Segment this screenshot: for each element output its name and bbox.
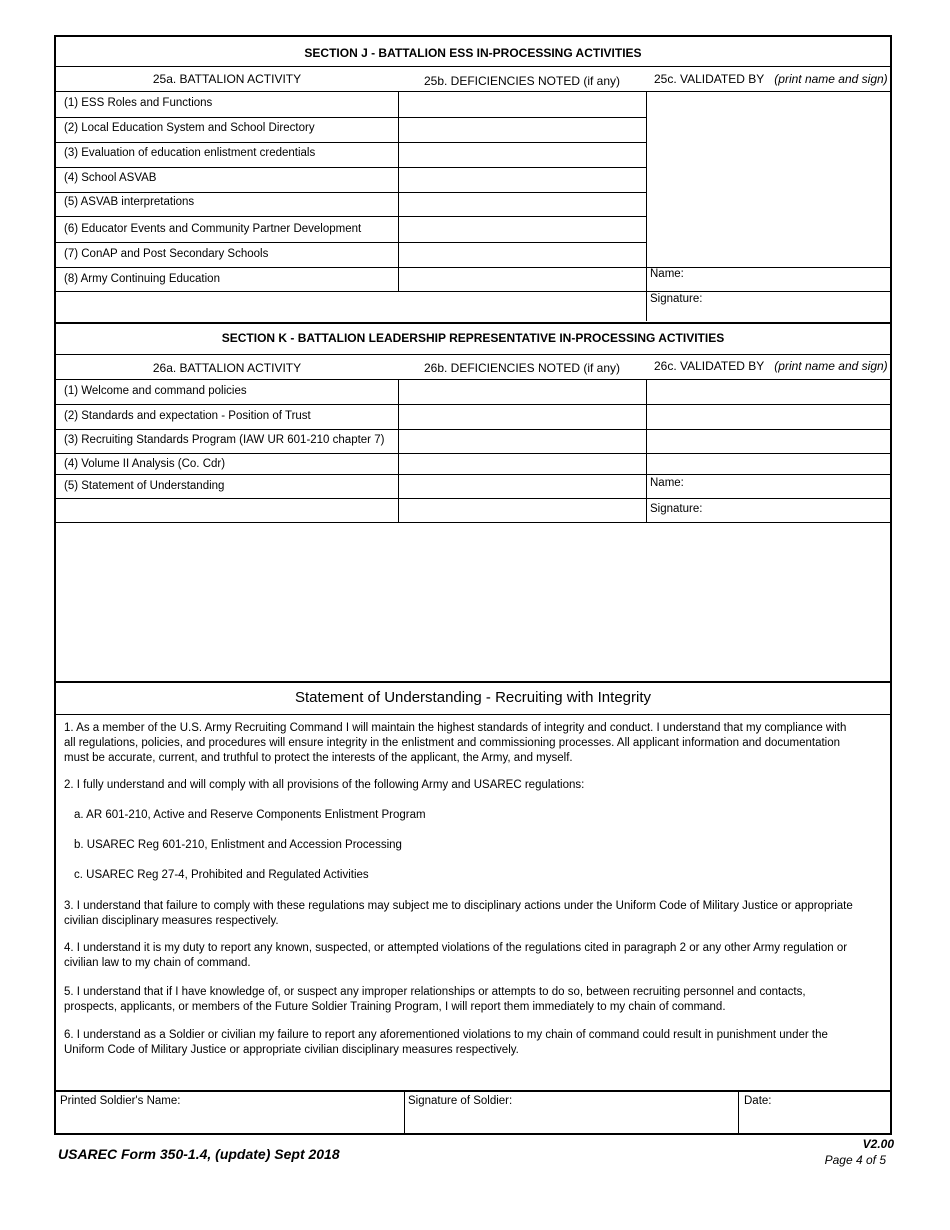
statement-paragraph-2a: a. AR 601-210, Active and Reserve Components Enlistment Program	[74, 809, 426, 821]
divider	[56, 498, 892, 499]
statement-paragraph-2c: c. USAREC Reg 27-4, Prohibited and Regulated Activities	[74, 869, 369, 881]
section-j-activity-7: (7) ConAP and Post Secondary Schools	[64, 248, 269, 260]
divider	[56, 681, 892, 683]
statement-title: Statement of Understanding - Recruiting with Integrity	[294, 689, 651, 706]
statement-paragraph-1: 1. As a member of the U.S. Army Recruiting Command I will maintain the highest standards of integrity and conduct. I understand that my compliance with all regulations, policies, and procedures will ensure integrity in the enlistment and commissioning processes. All applicant information and documentation must be accurate, current, and truthful to protect the interests of the applicant, the Army, and myself.	[64, 722, 847, 764]
divider	[56, 216, 646, 217]
section-k-name-label: Name:	[650, 477, 684, 489]
section-j-col-validated-note: (print name and sign)	[774, 72, 888, 86]
section-k-signature-label: Signature:	[650, 503, 703, 515]
section-j-title: SECTION J - BATTALION ESS IN-PROCESSING ACTIVITIES	[304, 46, 642, 60]
section-j-col-validated	[648, 72, 892, 86]
section-j-activity-5: (5) ASVAB interpretations	[64, 196, 195, 208]
divider	[56, 522, 892, 523]
section-j-col-activity: 25a. BATTALION ACTIVITY	[152, 72, 302, 86]
divider	[56, 267, 892, 268]
statement-paragraph-2: 2. I fully understand and will comply with all provisions of the following Army and USAREC regulations:	[64, 779, 585, 791]
divider	[56, 453, 892, 454]
divider	[56, 474, 892, 475]
statement-paragraph-5: 5. I understand that if I have knowledge of, or suspect any improper relationships or attempts to do so, between recruiting personnel and contacts, prospects, applicants, or members of the Future Soldier Training Program, I will report them immediately to my chain of command.	[64, 986, 806, 1013]
divider	[404, 1090, 405, 1135]
divider	[56, 117, 646, 118]
page-number: Page 4 of 5	[824, 1153, 886, 1167]
section-j-activity-2: (2) Local Education System and School Directory	[64, 122, 315, 134]
divider	[646, 91, 647, 321]
divider	[56, 429, 892, 430]
section-k-col-validated-note: (print name and sign)	[774, 359, 888, 373]
divider	[56, 91, 892, 92]
section-j-signature-label: Signature:	[650, 293, 703, 305]
date-field[interactable]: Date:	[744, 1095, 772, 1107]
divider	[56, 322, 892, 324]
section-k-col-validated-label: 26c. VALIDATED BY	[654, 359, 765, 373]
section-k-activity-5: (5) Statement of Understanding	[64, 480, 225, 492]
divider	[56, 142, 646, 143]
section-k-activity-4: (4) Volume II Analysis (Co. Cdr)	[64, 458, 226, 470]
divider	[56, 291, 646, 292]
section-k-activity-3: (3) Recruiting Standards Program (IAW UR 601-210 chapter 7)	[64, 434, 385, 446]
section-j-col-deficiencies: 25b. DEFICIENCIES NOTED (if any)	[423, 74, 621, 88]
divider	[56, 354, 892, 355]
statement-paragraph-2b: b. USAREC Reg 601-210, Enlistment and Accession Processing	[74, 839, 402, 851]
section-j-activity-6: (6) Educator Events and Community Partner Development	[64, 223, 362, 235]
section-j-activity-1: (1) ESS Roles and Functions	[64, 97, 213, 109]
section-k-col-activity: 26a. BATTALION ACTIVITY	[152, 361, 302, 375]
section-j-activity-4: (4) School ASVAB	[64, 172, 157, 184]
form-page	[54, 35, 892, 1135]
section-j-activity-3: (3) Evaluation of education enlistment credentials	[64, 147, 316, 159]
statement-paragraph-3: 3. I understand that failure to comply with these regulations may subject me to disciplinary actions under the Uniform Code of Military Justice or appropriate civilian disciplinary measures respectively.	[64, 900, 853, 927]
section-k-title: SECTION K - BATTALION LEADERSHIP REPRESENTATIVE IN-PROCESSING ACTIVITIES	[221, 331, 725, 345]
section-k-activity-2: (2) Standards and expectation - Position of Trust	[64, 410, 311, 422]
section-k-col-validated	[648, 359, 892, 373]
soldier-signature-field[interactable]: Signature of Soldier:	[408, 1095, 513, 1107]
section-k-activity-1: (1) Welcome and command policies	[64, 385, 247, 397]
divider	[56, 66, 892, 67]
section-j-activity-8: (8) Army Continuing Education	[64, 273, 220, 285]
divider	[56, 714, 892, 715]
statement-paragraph-6: 6. I understand as a Soldier or civilian my failure to report any aforementioned violations to my chain of command could result in punishment under the Uniform Code of Military Justice or appropriate civilian disciplinary measures respectively.	[64, 1029, 828, 1056]
divider	[56, 1090, 892, 1092]
section-j-col-validated-label: 25c. VALIDATED BY	[654, 72, 765, 86]
divider	[56, 379, 892, 380]
divider	[738, 1090, 739, 1135]
section-j-name-label: Name:	[650, 268, 684, 280]
form-version: V2.00	[862, 1137, 894, 1151]
section-k-col-deficiencies: 26b. DEFICIENCIES NOTED (if any)	[423, 361, 621, 375]
divider	[398, 91, 399, 291]
divider	[646, 379, 647, 522]
divider	[56, 242, 646, 243]
divider	[56, 167, 646, 168]
divider	[56, 192, 646, 193]
divider	[56, 404, 892, 405]
form-identifier: USAREC Form 350-1.4, (update) Sept 2018	[58, 1146, 340, 1162]
divider	[398, 379, 399, 522]
printed-name-field[interactable]: Printed Soldier's Name:	[60, 1095, 181, 1107]
divider	[646, 291, 892, 292]
statement-paragraph-4: 4. I understand it is my duty to report any known, suspected, or attempted violations of the regulations cited in paragraph 2 or any other Army regulation or civilian law to my chain of command.	[64, 942, 848, 969]
